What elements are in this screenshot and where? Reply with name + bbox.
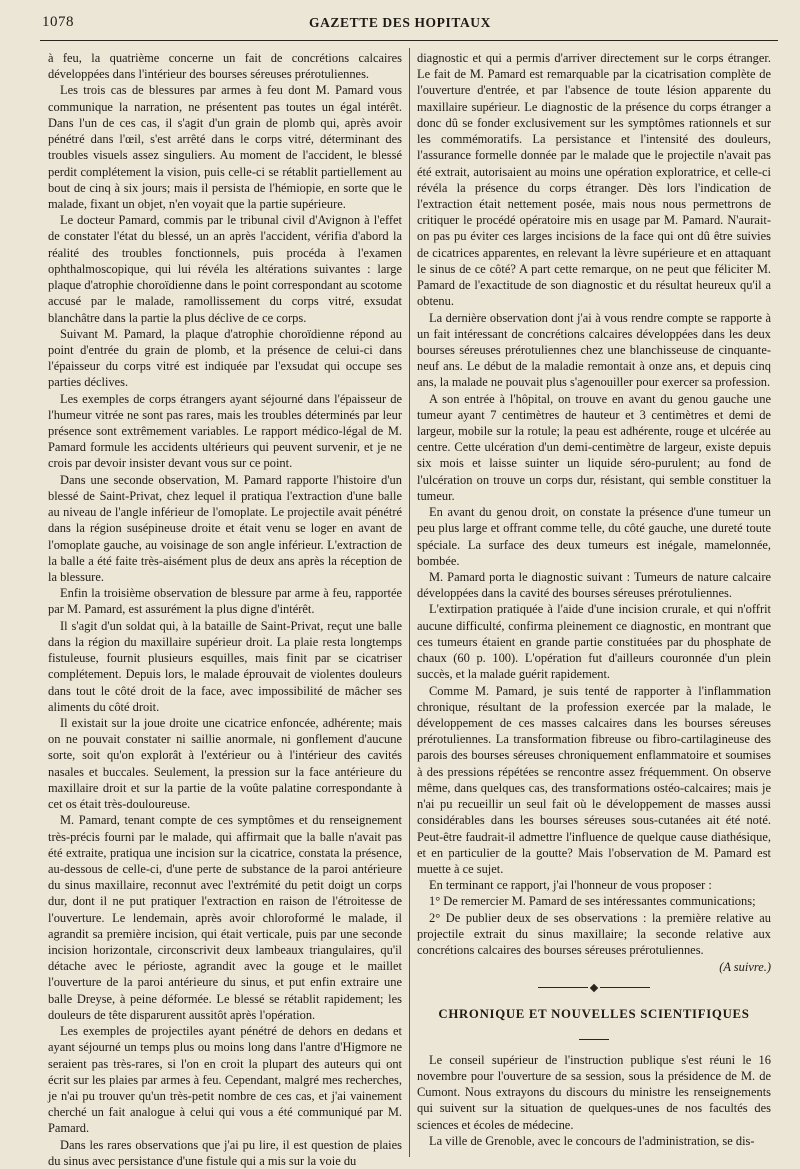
- left-column: [48, 50, 402, 1168]
- ornament-divider: [417, 978, 771, 990]
- paragraph: En terminant ce rapport, j'ai l'honneur de vous proposer :: [429, 878, 712, 893]
- right-column: [417, 50, 771, 1159]
- paragraph: A son entrée à l'hôpital, on trouve en avant du genou gauche une tumeur ayant 7 centimètres de hauteur et 3 centimètres et demi de largeur, mobile sur la rotule; la peau est adhérente, rouge et ulcérée au centre. Cette ulcération d'un demi-centimètre de largeur, existe depuis six mois et laisse suinter un liquide séro-purulent; au fond de l'ulcération on trouve un corps dur, résistant, qui semble constituer la tumeur.: [417, 391, 771, 503]
- paragraph: Il existait sur la joue droite une cicatrice enfoncée, adhérente; mais on ne pouvait constater ni saillie anormale, ni gonflement d'aucune sorte, soit qu'on explorât à l'extérieur ou à l'intérieur des cavités nasales et buccales. Seulement, la pression sur la face antérieure du maxillaire droit et sur la partie de la voûte palatine correspondante à cet os était très-douloureuse.: [48, 715, 402, 812]
- paragraph: Les exemples de corps étrangers ayant séjourné dans l'épaisseur de l'humeur vitrée ne sont pas rares, mais les troubles déterminés par leur présence sont extrêmement variables. Le rapport médico-légal de M. Pamard formule les accidents ultérieurs qui peuvent survenir, et je ne crois par devoir insister devant vous sur ce point.: [48, 391, 402, 471]
- paragraph: à feu, la quatrième concerne un fait de concrétions calcaires développées dans l'intérieur des bourses séreuses prérotuliennes.: [48, 51, 402, 82]
- column-divider: [409, 48, 410, 1157]
- ornament-diamond: [590, 983, 598, 991]
- paragraph: Suivant M. Pamard, la plaque d'atrophie choroïdienne répond au point d'entrée du grain de plomb, et la présence de celui-ci dans l'épaisseur du corps vitré est indiquée par l'exsudat qui occupe ses parties déclives.: [48, 326, 402, 390]
- paragraph: Les trois cas de blessures par armes à feu dont M. Pamard vous communique la narration, ne présentent pas toutes un égal intérêt. Dans l'un de ces cas, il s'agit d'un grain de plomb qui, après avoir pénétré dans l'œil, s'est arrêté dans le corps vitré, déterminant des troubles visuels assez singuliers. Au moment de l'accident, le blessé perdit complétement la vision, puis celle-ci se rétablit partiellement au bout de cinq à six jours; mais il persista de l'hémiopie, en sorte que le malade, fixant un objet, n'en voyait que la partie supérieure.: [48, 83, 402, 211]
- page-number: 1078: [42, 14, 74, 30]
- paragraph: 1° De remercier M. Pamard de ses intéressantes communications;: [429, 894, 756, 909]
- paragraph: L'extirpation pratiquée à l'aide d'une incision crurale, et qui n'offrit aucune difficulté, confirma pleinement ce diagnostic, en montrant que ces tumeurs étaient en grande partie constituées par du phosphate de chaux (60 p. 100). L'opération fut d'ailleurs couronnée d'un plein succès, et la malade guérit rapidement.: [417, 602, 771, 682]
- page-header: [0, 14, 800, 42]
- paragraph: diagnostic et qui a permis d'arriver directement sur le corps étranger. Le fait de M. Pamard est remarquable par la cicatrisation complète de l'ouverture d'entrée, et par l'absence de toute lésion apparente du maxillaire supérieur. Le diagnostic de la présence du corps étranger a donc dû se fonder exclusivement sur les symptômes rationnels et sur les commémoratifs. La persistance et l'intensité des douleurs, l'assurance formelle donnée par le malade que le projectile n'avait pas été extrait, autorisaient au moins une opération exploratrice, et celle-ci révéla la présence du corps étranger. Dès lors l'indication de l'extraction était nettement posée, mais nous nous permettrons de critiquer le procédé opératoire mis en usage par M. Pamard. N'aurait-on pas pu éviter ces larges incisions de la face qui ont dû être suivies de cicatrices apparentes, en relevant la lèvre supérieure et en attaquant le sinus de ce côté? A part cette remarque, on ne peut que féliciter M. Pamard de l'exactitude de son diagnostic et du résultat heureux qu'il a obtenu.: [417, 51, 771, 309]
- paragraph: Le docteur Pamard, commis par le tribunal civil d'Avignon à l'effet de constater l'état du blessé, un an après l'accident, vérifia d'abord la réalité des troubles fonctionnels, puis procéda à l'examen ophthalmoscopique, qui lui révéla les altérations suivantes : large plaque d'atrophie choroïdienne dans le point correspondant au scotome accusé par le malade, ramollissement du corps vitré, exsudat blanchâtre dans la partie la plus déclive de ce corps.: [48, 213, 402, 325]
- paragraph: Les exemples de projectiles ayant pénétré de dehors en dedans et ayant séjourné un temps plus ou moins long dans l'antre d'Higmore ne seraient pas très-rares, si l'on en croit la plupart des auteurs qui ont écrit sur les plaies par armes à feu. Cependant, malgré mes recherches, je n'ai pu trouver qu'un très-petit nombre de ces cas, et j'ai vainement cherché un fait analogue à celui qui vous a été communiqué par M. Pamard.: [48, 1024, 402, 1136]
- paragraph: La dernière observation dont j'ai à vous rendre compte se rapporte à un fait intéressant de concrétions calcaires développées dans les deux bourses séreuses prérotuliennes chez une blanchisseuse de cinquante-neuf ans. Le début de la maladie remontait à onze ans, et depuis cinq ans, la malade ne pouvait plus s'agenouiller pour exercer sa profession.: [417, 310, 771, 390]
- paragraph: Dans une seconde observation, M. Pamard rapporte l'histoire d'un blessé de Saint-Privat, chez lequel il pratiqua l'extraction d'une balle au niveau de l'angle inférieur de l'omoplate. Le projectile avait pénétré dans la région susépineuse droite et était venu se loger en avant de l'omoplate gauche, au voisinage de son angle inférieur. L'extraction de la balle a été faite très-aisément plus de deux ans après la réception de la blessure.: [48, 472, 402, 584]
- paragraph: 2° De publier deux de ses observations : la première relative au projectile extrait du sinus maxillaire; la seconde relative aux concrétions calcaires des bourses séreuses prérotuliennes.: [417, 910, 771, 958]
- running-title: GAZETTE DES HOPITAUX: [308, 15, 492, 30]
- section-heading: CHRONIQUE ET NOUVELLES SCIENTIFIQUES: [438, 1007, 750, 1022]
- paragraph: Dans les rares observations que j'ai pu lire, il est question de plaies du sinus avec persistance d'une fistule qui a mis sur la voie du: [48, 1137, 402, 1168]
- signature: (A suivre.): [719, 960, 771, 975]
- ornament-line: [538, 987, 588, 988]
- header-rule: [40, 40, 778, 41]
- paragraph: Il s'agit d'un soldat qui, à la bataille de Saint-Privat, reçut une balle dans la région du maxillaire supérieur droit. La plaie resta longtemps fistuleuse, fournit plusieurs esquilles, mais finit par se cicatriser complétement. Depuis lors, le malade éprouvait de violentes douleurs dans tout le côté droit de la face, avec impossibilité de mâcher ses aliments du côté droit.: [48, 618, 402, 714]
- paragraph: M. Pamard porta le diagnostic suivant : Tumeurs de nature calcaire développées dans la cavité des bourses séreuses prérotuliennes.: [417, 570, 771, 601]
- paragraph: Le conseil supérieur de l'instruction publique s'est réuni le 16 novembre pour l'ouverture de sa session, sous la présidence de M. de Cumont. Nous extrayons du discours du ministre les renseignements qui suivent sur la situation de quelques-unes de nos facultés des sciences et écoles de médecine.: [417, 1052, 771, 1132]
- paragraph: Enfin la troisième observation de blessure par arme à feu, rapportée par M. Pamard, est assurément la plus digne d'intérêt.: [48, 586, 402, 617]
- paragraph: La ville de Grenoble, avec le concours de l'administration, se dis-: [429, 1133, 755, 1148]
- paragraph: M. Pamard, tenant compte de ces symptômes et du renseignement très-précis fourni par le malade, qui affirmait que la balle n'avait pas été extraite, pratiqua une incision sur la cicatrice, constata la présence, au-dessous de celle-ci, d'une perte de substance de la paroi antérieure du sinus maxillaire, reconnut avec l'extrémité du petit doigt un corps dur, dont il ne put pratiquer l'extraction en raison de l'étroitesse de l'ouverture. Le lendemain, après avoir chloroformé le malade, il agrandit sa première incision, qui était verticale, puis par une seconde incision horizontale, circonscrivit deux lambeaux triangulaires, qu'il détache avec le périoste, agrandit avec la gouge et le maillet l'ouverture de la paroi antérieure du sinus, et put enfin extraire une balle Dreyse, à peine déformée. Le blessé se rétablit rapidement; les douleurs de tête disparurent aussitôt après l'opération.: [48, 813, 402, 1022]
- ornament-line: [600, 987, 650, 988]
- paragraph: Comme M. Pamard, je suis tenté de rapporter à l'inflammation chronique, résultant de la profession exercée par la malade, le développement de ces masses calcaires dans les bourses séreuses prérotuliennes. La transformation fibreuse ou fibro-cartilagineuse des parois des bourses séreuses chroniquement enflammatoire et soumises à des pressions répétées se rencontre assez fréquemment. On observe même, dans quelques cas, des transformations ostéo-calcaires; mais je n'ai pu recueillir un seul fait où le développement de masses aussi considérables dans les bourses séreuses sous-cutanées ait été noté. Peut-être faudrait-il admettre l'influence de quelque cause diathésique, et en particulier de la goutte? Mais l'observation de M. Pamard est muette à ce sujet.: [417, 683, 771, 876]
- paragraph: En avant du genou droit, on constate la présence d'une tumeur un peu plus large et offrant comme telle, du côté gauche, une dureté toute spéciale. La surface des deux tumeurs est inégale, mamelonnée, bombée.: [417, 505, 771, 568]
